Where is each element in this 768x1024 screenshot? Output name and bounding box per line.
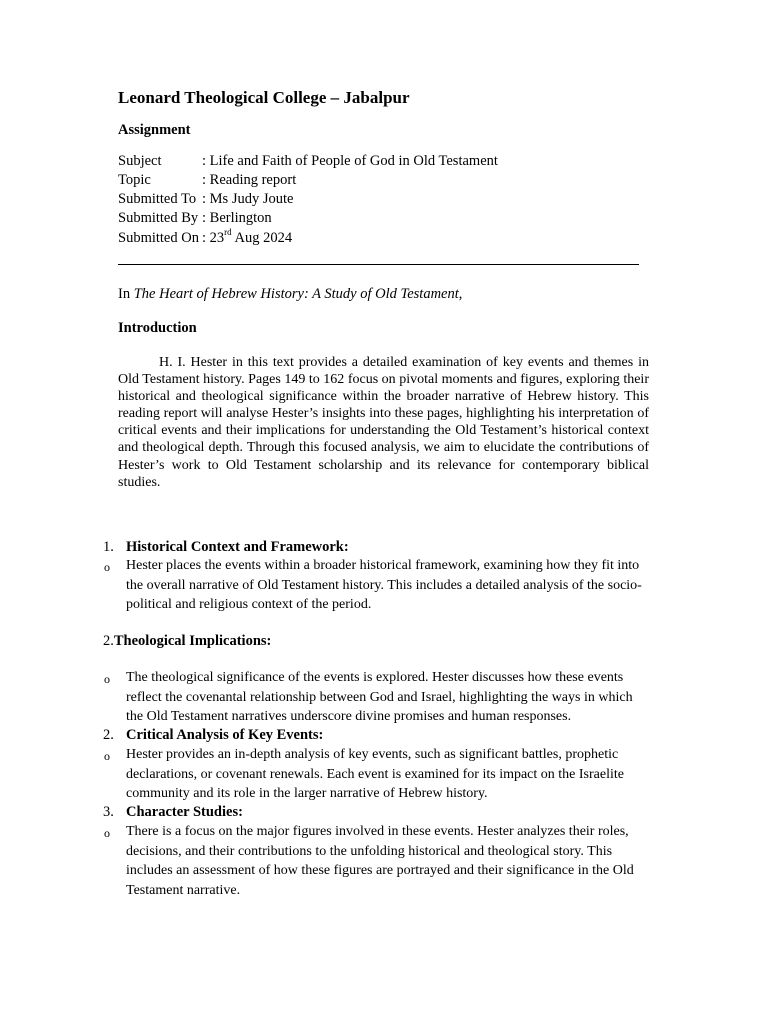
- section-1-heading: Historical Context and Framework:: [126, 539, 349, 555]
- college-title: Leonard Theological College – Jabalpur: [118, 88, 410, 107]
- meta-subject-value: : Life and Faith of People of God in Old Testament: [202, 153, 498, 169]
- section-2-number: 2.: [103, 633, 114, 649]
- meta-subject-label: Subject: [118, 153, 162, 169]
- book-reference-prefix: In: [118, 286, 134, 302]
- section-4-bullet: o: [104, 826, 110, 840]
- section-3-number: 2.: [103, 727, 114, 743]
- date-ordinal: rd: [224, 227, 232, 238]
- book-reference-line: [118, 286, 462, 303]
- meta-submitted-to-value: : Ms Judy Joute: [202, 191, 294, 207]
- section-1-body: Hester places the events within a broader historical framework, examining how they fit into the overall narrative of Old Testament history. This includes a detailed analysis of the socio-political and religious context of the period.: [126, 558, 642, 612]
- meta-submitted-to-label: Submitted To: [118, 191, 197, 207]
- section-1-bullet: o: [104, 560, 110, 574]
- section-2-bullet: o: [104, 672, 110, 686]
- section-3-body: Hester provides an in-depth analysis of key events, such as significant battles, prophetic declarations, or covenant renewals. Each event is examined for its impact on the Israelite community and its role in the larger narrative of Hebrew history.: [126, 747, 624, 801]
- introduction-heading: Introduction: [118, 320, 197, 336]
- meta-submitted-on-label: Submitted On: [118, 230, 199, 246]
- date-suffix: Aug 2024: [231, 230, 293, 246]
- section-2-body: The theological significance of the events is explored. Hester discusses how these events reflect the covenantal relationship between God and Israel, highlighting the ways in which the Old Testament narratives underscore divine promises and human responses.: [126, 670, 633, 724]
- meta-topic-label: Topic: [118, 172, 151, 188]
- meta-submitted-on-value: [202, 229, 292, 248]
- section-4-heading: Character Studies:: [126, 804, 243, 820]
- section-2-heading-row: [103, 633, 271, 650]
- section-3-heading: Critical Analysis of Key Events:: [126, 727, 324, 743]
- book-reference-suffix: ,: [458, 286, 463, 302]
- meta-submitted-by-label: Submitted By: [118, 210, 199, 226]
- section-4-number: 3.: [103, 804, 114, 820]
- meta-topic-value: : Reading report: [202, 172, 297, 188]
- introduction-paragraph: H. I. Hester in this text provides a detailed examination of key events and themes in Old Testament history. Pages 149 to 162 focus on pivotal moments and figures, exploring their historical and theological significance within the broader narrative of Hebrew history. This reading report will analyse Hester’s insights into these pages, highlighting his interpretation of critical events and their implications for understanding the Old Testament’s historical context and theological depth. Through this focused analysis, we aim to elucidate the contributions of Hester’s work to Old Testament scholarship and its relevance for contemporary biblical studies.: [118, 355, 649, 490]
- section-2-heading: Theological Implications:: [113, 633, 272, 649]
- section-1-number: 1.: [103, 539, 114, 555]
- date-prefix: : 23: [202, 230, 225, 246]
- section-4-body: There is a focus on the major figures involved in these events. Hester analyzes their roles, decisions, and their contributions to the unfolding historical and theological story. This includes an assessment of how these figures are portrayed and their significance in the Old Testament narrative.: [126, 824, 634, 898]
- book-title: The Heart of Hebrew History: A Study of Old Testament: [133, 286, 459, 302]
- assignment-label: Assignment: [118, 122, 191, 138]
- meta-submitted-by-value: : Berlington: [202, 210, 272, 226]
- section-3-bullet: o: [104, 749, 110, 763]
- header-divider: [118, 264, 639, 265]
